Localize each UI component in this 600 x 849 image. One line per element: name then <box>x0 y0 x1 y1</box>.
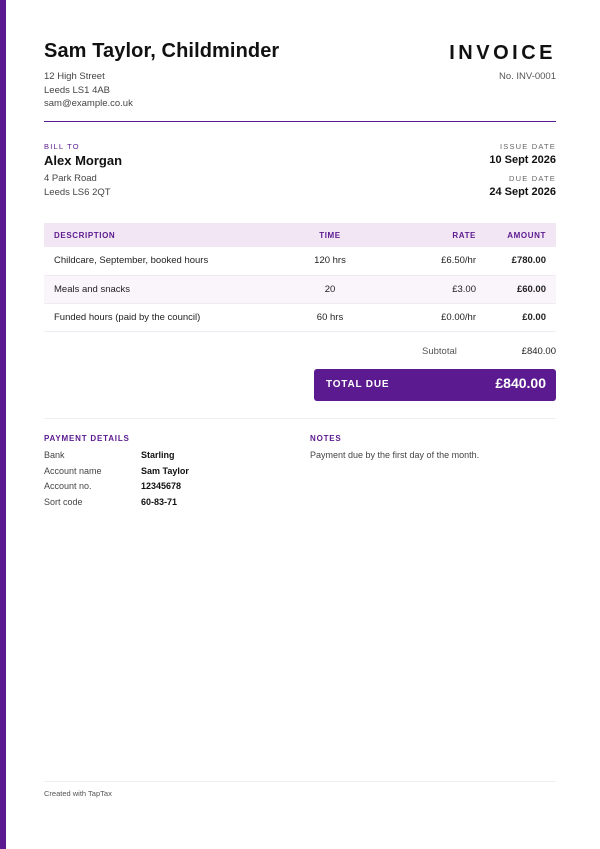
bill-to-name: Alex Morgan <box>44 153 123 168</box>
footer-text: Created with TapTax <box>44 789 112 798</box>
section-divider <box>44 418 556 419</box>
table-row <box>44 247 556 275</box>
item-time: 120 hrs <box>264 247 396 275</box>
item-time: 60 hrs <box>264 303 396 331</box>
line-items-table <box>44 223 556 332</box>
invoice-title: INVOICE <box>449 42 556 64</box>
invoice-header <box>44 40 556 122</box>
column-header-rate: RATE <box>396 223 476 247</box>
subtotal-label: Subtotal <box>422 346 457 357</box>
invoice-page <box>44 0 556 849</box>
bill-to-label: BILL TO <box>44 142 80 151</box>
item-rate: £3.00 <box>396 275 476 303</box>
payment-row <box>44 450 189 466</box>
accent-bar <box>0 0 6 849</box>
payment-row <box>44 466 189 482</box>
notes-label: NOTES <box>310 434 342 443</box>
item-rate: £6.50/hr <box>396 247 476 275</box>
payment-value: Sam Taylor <box>141 465 189 476</box>
subtotal-value: £840.00 <box>521 346 556 357</box>
bill-to-address-line: 4 Park Road <box>44 173 97 184</box>
business-address <box>44 70 133 111</box>
item-description: Meals and snacks <box>44 275 264 303</box>
payment-row <box>44 481 189 497</box>
business-email: sam@example.co.uk <box>44 98 133 109</box>
business-address-line: 12 High Street <box>44 71 105 82</box>
business-name: Sam Taylor, Childminder <box>44 40 280 62</box>
column-header-time: TIME <box>264 223 396 247</box>
invoice-number: No. INV-0001 <box>498 71 556 82</box>
column-header-description: DESCRIPTION <box>44 223 264 247</box>
due-date-label: DUE DATE <box>509 174 556 183</box>
payment-key: Sort code <box>44 496 83 507</box>
item-rate: £0.00/hr <box>396 303 476 331</box>
payment-row <box>44 497 189 513</box>
item-amount: £780.00 <box>476 247 556 275</box>
invoice-dates <box>489 142 556 198</box>
payment-key: Account name <box>44 465 102 476</box>
item-amount: £60.00 <box>476 275 556 303</box>
table-row <box>44 275 556 303</box>
total-due-value: £840.00 <box>495 375 546 391</box>
business-address-line: Leeds LS1 4AB <box>44 84 111 96</box>
payment-key: Account no. <box>44 481 92 491</box>
table-header-row <box>44 223 556 247</box>
bill-to-address <box>44 172 111 199</box>
due-date-value: 24 Sept 2026 <box>489 186 556 198</box>
item-time: 20 <box>264 275 396 303</box>
footer-divider <box>44 781 556 782</box>
item-amount: £0.00 <box>476 303 556 331</box>
item-description: Childcare, September, booked hours <box>44 247 264 275</box>
payment-details-label: PAYMENT DETAILS <box>44 434 130 443</box>
total-due-label: TOTAL DUE <box>326 379 390 390</box>
bill-to-address-line: Leeds LS6 2QT <box>44 186 111 198</box>
payment-key: Bank <box>44 450 65 460</box>
table-row <box>44 303 556 331</box>
payment-value: 60-83-71 <box>141 496 178 507</box>
payment-value: 12345678 <box>141 481 182 491</box>
total-due-box <box>314 369 556 401</box>
issue-date-value: 10 Sept 2026 <box>489 154 556 166</box>
payment-value: Starling <box>141 450 175 460</box>
item-description: Funded hours (paid by the council) <box>44 303 264 331</box>
notes-text: Payment due by the first day of the month. <box>310 450 480 460</box>
issue-date-label: ISSUE DATE <box>499 142 556 151</box>
column-header-amount: AMOUNT <box>476 223 556 247</box>
payment-details <box>44 450 189 512</box>
